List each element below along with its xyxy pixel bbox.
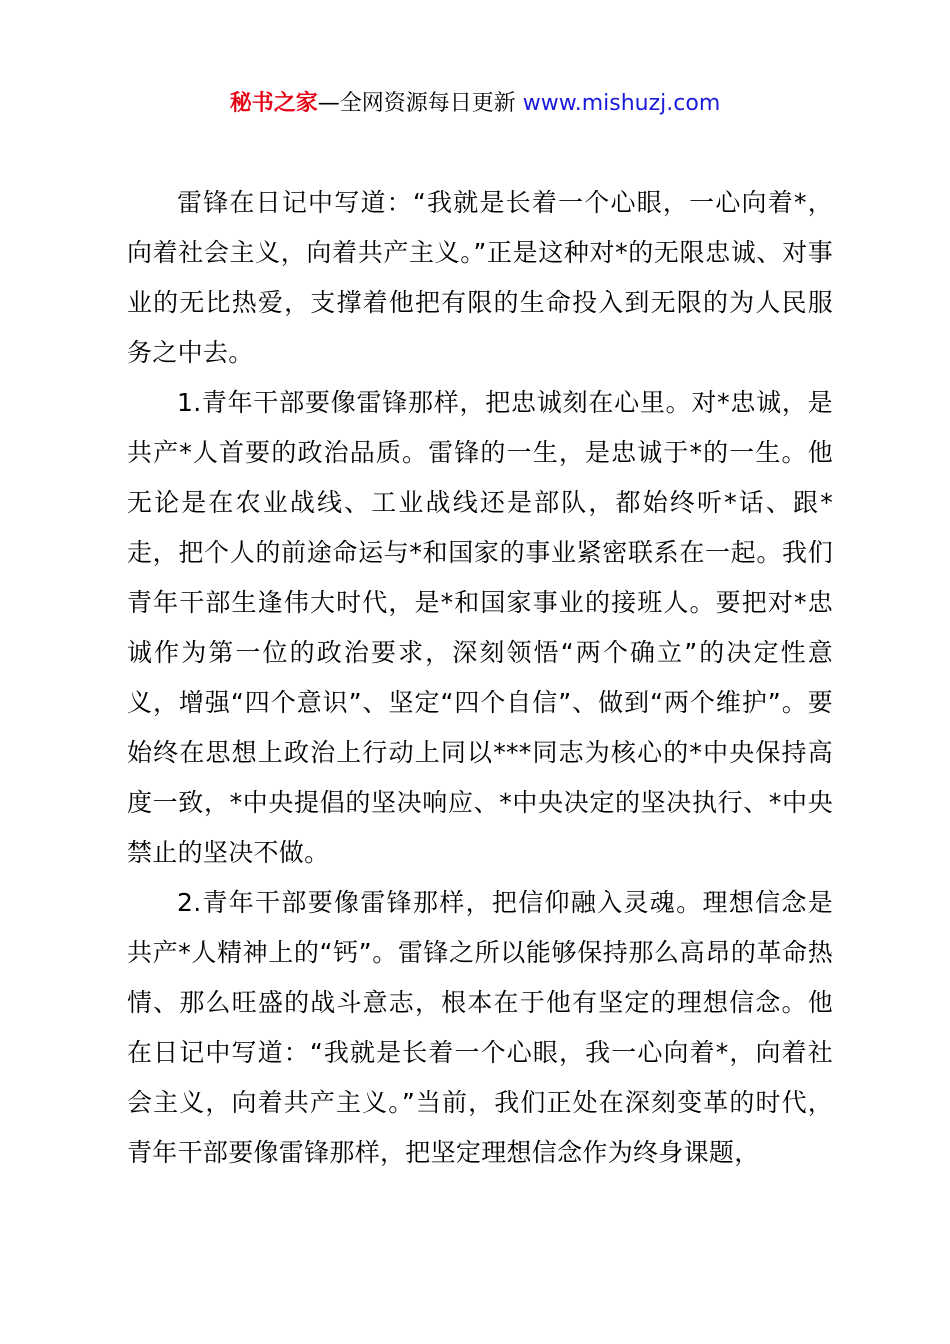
paragraph-intro: 雷锋在日记中写道：“我就是长着一个心眼，一心向着*，向着社会主义，向着共产主义。”正是这种对*的无限忠诚、对事业的无比热爱，支撑着他把有限的生命投入到无限的为人民服务之中去。 bbox=[127, 188, 833, 367]
paragraph-point-1: 1.青年干部要像雷锋那样，把忠诚刻在心里。对*忠诚，是共产*人首要的政治品质。雷锋的一生，是忠诚于*的一生。他无论是在农业战线、工业战线还是部队，都始终听*话、跟*走，把个人的前途命运与*和国家的事业紧密联系在一起。我们青年干部生逢伟大时代，是*和国家事业的接班人。要把对*忠诚作为第一位的政治要求，深刻领悟“两个确立”的决定性意义，增强“四个意识”、坚定“四个自信”、做到“两个维护”。要始终在思想上政治上行动上同以***同志为核心的*中央保持高度一致，*中央提倡的坚决响应、*中央决定的坚决执行、*中央禁止的坚决不做。 bbox=[127, 388, 833, 867]
brand-name: 秘书之家 bbox=[229, 91, 318, 116]
header-url-link[interactable]: www.mishuzj.com bbox=[522, 91, 721, 116]
page-header bbox=[0, 88, 950, 120]
document-body bbox=[127, 178, 833, 1178]
header-tagline: —全网资源每日更新 bbox=[317, 91, 523, 116]
paragraph-point-2: 2.青年干部要像雷锋那样，把信仰融入灵魂。理想信念是共产*人精神上的“钙”。雷锋之所以能够保持那么高昂的革命热情、那么旺盛的战斗意志，根本在于他有坚定的理想信念。他在日记中写道：“我就是长着一个心眼，我一心向着*，向着社会主义，向着共产主义。”当前，我们正处在深刻变革的时代，青年干部要像雷锋那样，把坚定理想信念作为终身课题， bbox=[127, 888, 833, 1167]
